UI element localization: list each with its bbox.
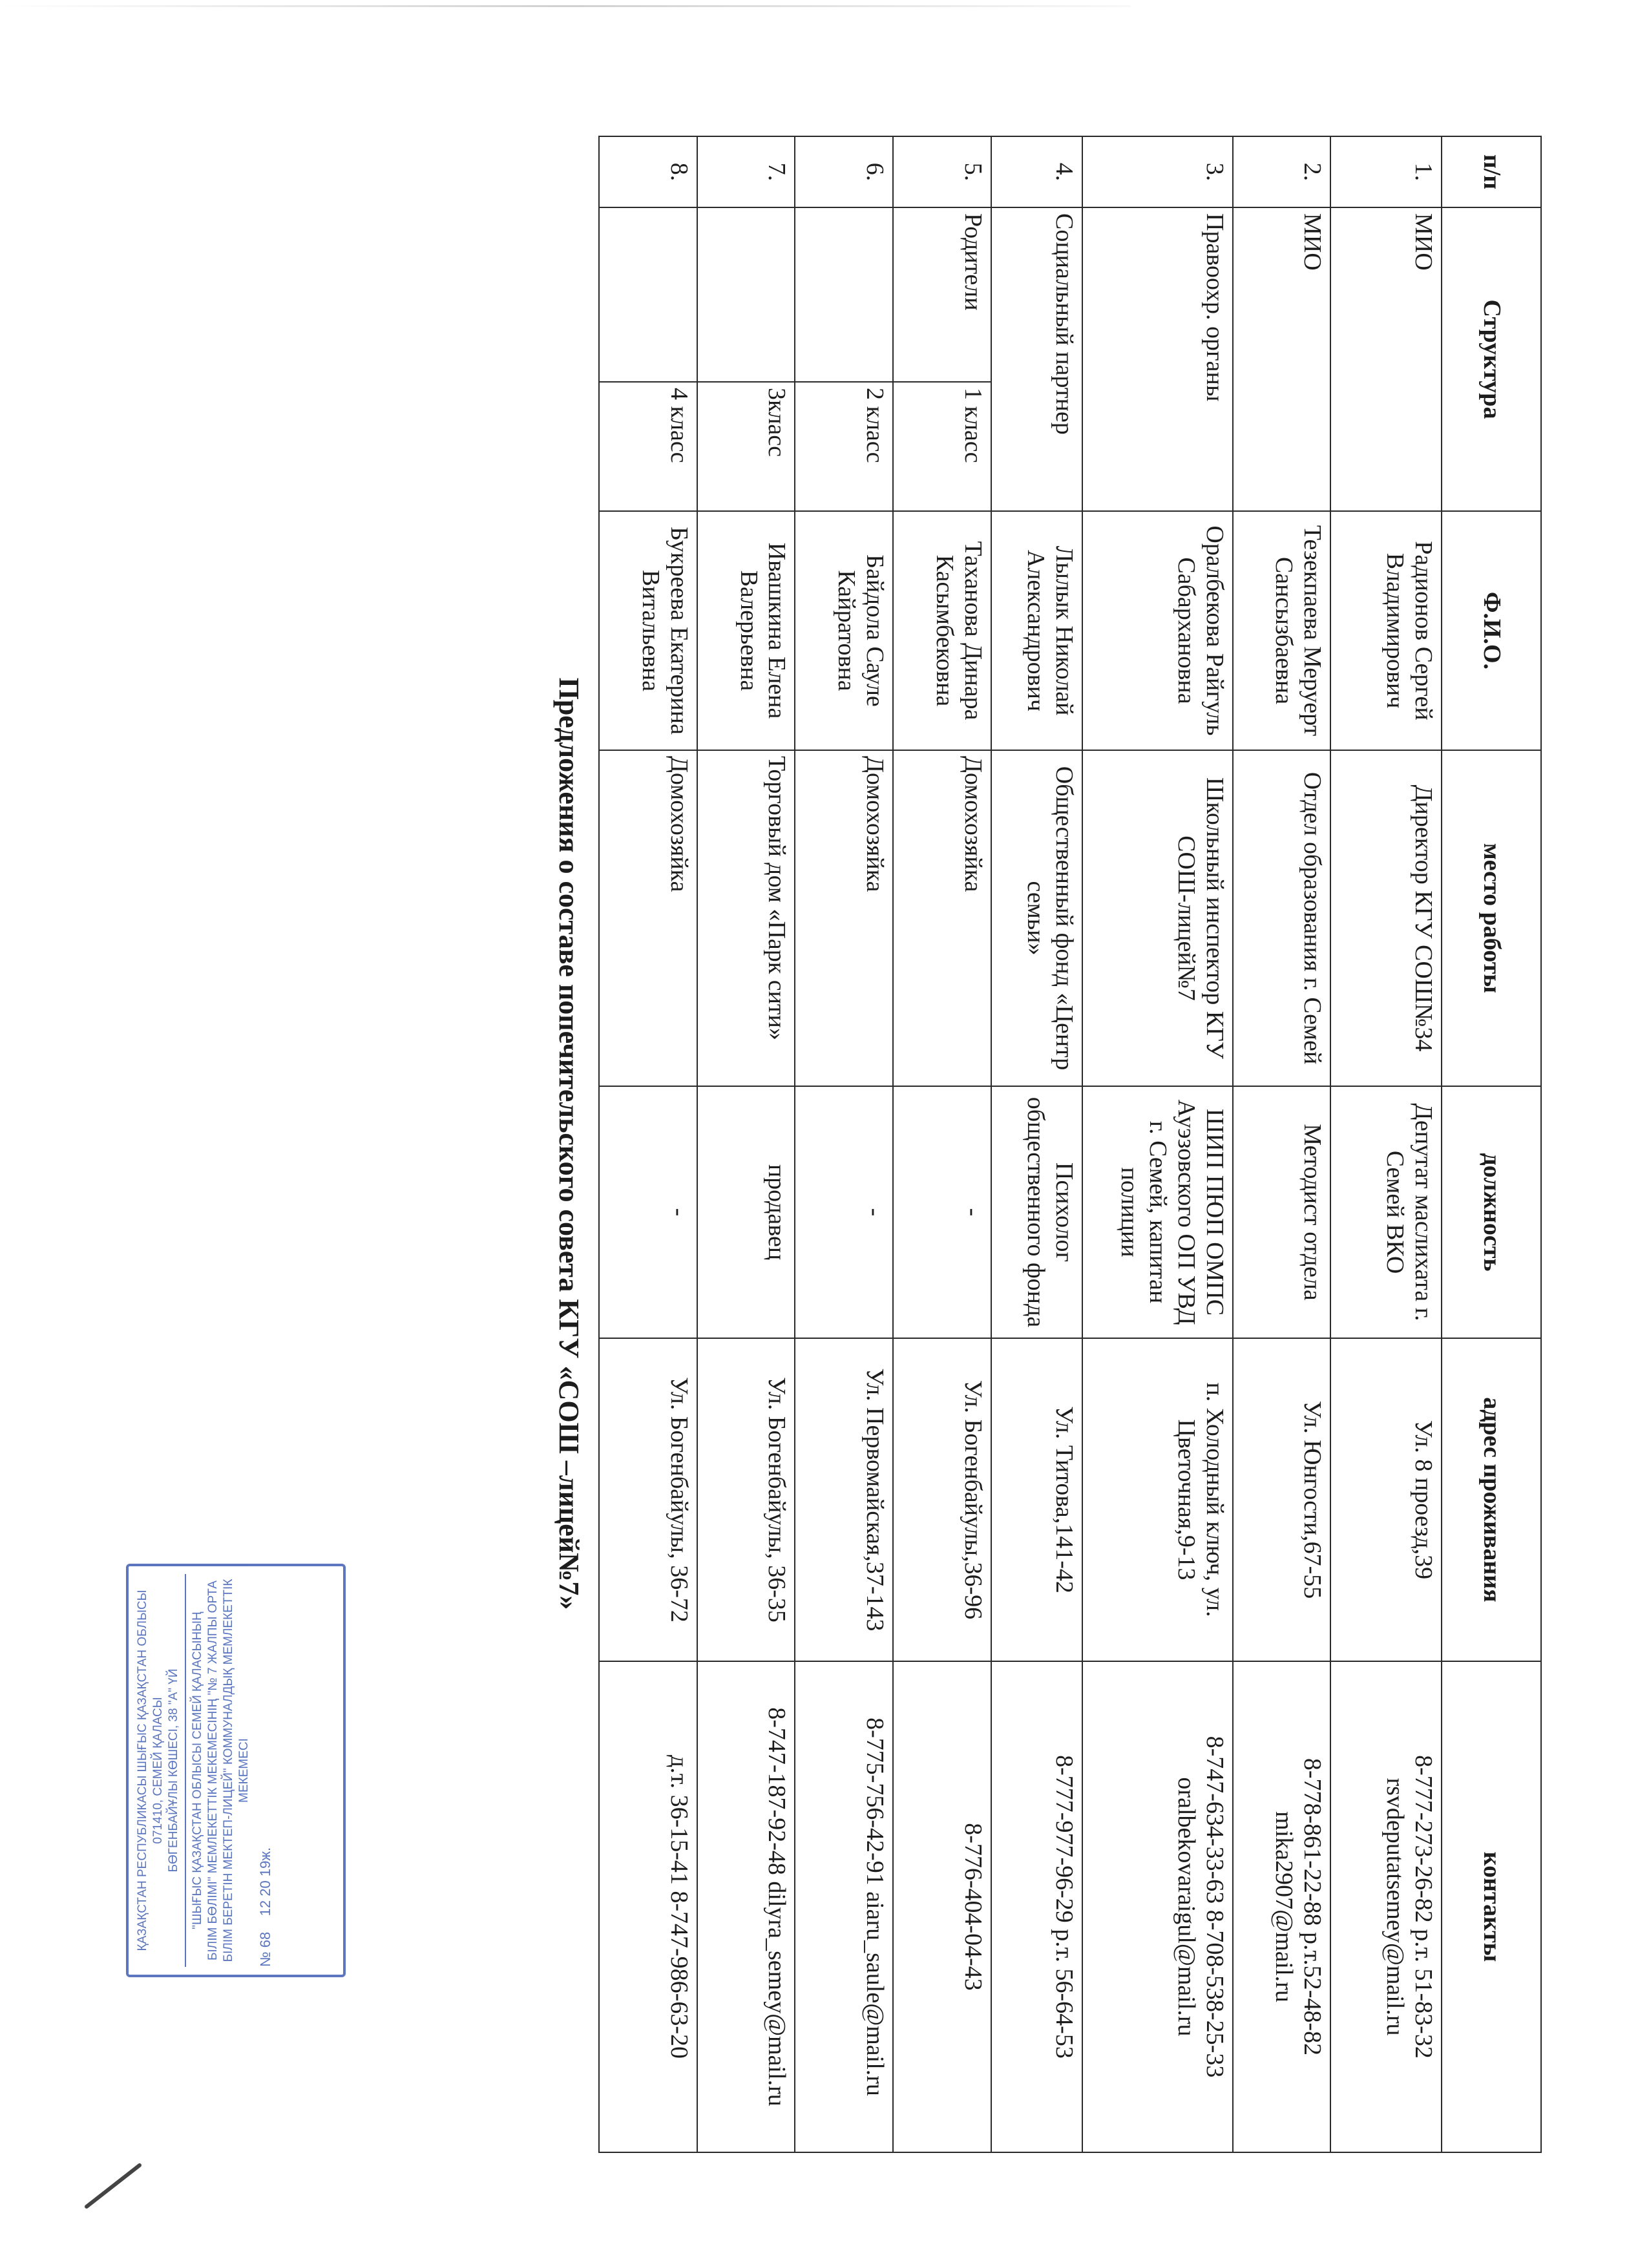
document-title: Предложения о составе попечительского совета КГУ «СОШ –лицей№7» — [553, 677, 585, 1610]
row-class: 4 класс — [599, 382, 697, 511]
pen-mark — [84, 2163, 142, 2209]
row-contacts: 8-777-977-96-29 р.т. 56-64-53 — [991, 1661, 1083, 2152]
stamp-registration — [257, 1574, 275, 1967]
table-row — [795, 136, 893, 2152]
row-work: Домохозяйка — [599, 750, 697, 1086]
header-num: п/п — [1442, 136, 1541, 207]
header-contacts: контакты — [1442, 1661, 1541, 2152]
row-contacts: д.т. 36-15-41 8-747-986-63-20 — [599, 1661, 697, 2152]
row-contacts: 8-747-187-92-48 dilyra_semey@mail.ru — [697, 1661, 795, 2152]
row-work: Школьный инспектор КГУ СОШ-лицей№7 — [1082, 750, 1232, 1086]
official-stamp — [126, 1564, 346, 1977]
row-work: Общественный фонд «Центр семьи» — [991, 750, 1083, 1086]
row-fio: Лылык Николай Александрович — [991, 511, 1083, 750]
row-structure: Родители — [893, 207, 991, 382]
row-contacts: 8-776-404-04-43 — [893, 1661, 991, 2152]
stamp-num-value: 68 — [257, 1931, 274, 1948]
row-address: Ул. Первомайская,37-143 — [795, 1338, 893, 1661]
row-address: п. Холодный ключ, ул. Цветочная,9-13 — [1082, 1338, 1232, 1661]
row-structure — [795, 207, 893, 382]
row-position: - — [795, 1086, 893, 1338]
row-num: 1. — [1330, 136, 1442, 207]
row-address: Ул. Богенбайулы, 36-72 — [599, 1338, 697, 1661]
row-work: Торговый дом «Парк сити» — [697, 750, 795, 1086]
row-num: 4. — [991, 136, 1083, 207]
table-wrapper — [598, 136, 1542, 2152]
row-fio: Ивашкина Елена Валерьевна — [697, 511, 795, 750]
row-fio: Букреева Екатерина Витальевна — [599, 511, 697, 750]
stamp-date: 12 20 19ж. — [257, 1847, 274, 1916]
header-work: место работы — [1442, 750, 1541, 1086]
members-table — [598, 136, 1542, 2153]
document-page — [417, 136, 1542, 2152]
row-address: Ул. 8 проезд,39 — [1330, 1338, 1442, 1661]
header-structure: Структура — [1442, 207, 1541, 511]
table-row — [1330, 136, 1442, 2152]
row-fio: Таханова Динара Касымбековна — [893, 511, 991, 750]
row-class: 2 класс — [795, 382, 893, 511]
row-position: Методист отдела — [1233, 1086, 1331, 1338]
header-address: адрес проживания — [1442, 1338, 1541, 1661]
row-structure: МИО — [1233, 207, 1331, 511]
row-contacts: 8-777-273-26-82 р.т. 51-83-32 rsvdeputatsemey@mail.ru — [1330, 1661, 1442, 2152]
row-fio: Байдола Сауле Кайратовна — [795, 511, 893, 750]
row-structure — [697, 207, 795, 382]
table-row — [991, 136, 1083, 2152]
row-work: Домохозяйка — [893, 750, 991, 1086]
header-position: должность — [1442, 1086, 1541, 1338]
row-position: - — [893, 1086, 991, 1338]
row-work: Домохозяйка — [795, 750, 893, 1086]
stamp-line: 071410, СЕМЕЙ ҚАЛАСЫ — [151, 1697, 165, 1844]
stamp-line: БӨГЕНБАЙҰЛЫ КӨШЕСІ, 38 "А" ҮЙ — [166, 1668, 180, 1873]
row-work: Директор КГУ СОШ№34 — [1330, 750, 1442, 1086]
row-contacts: 8-775-756-42-91 aiaru_saule@mail.ru — [795, 1661, 893, 2152]
stamp-line: ҚАЗАҚСТАН РЕСПУБЛИКАСЫ ШЫҒЫС ҚАЗАҚСТАН ОБЛЫСЫ — [136, 1590, 149, 1951]
row-num: 3. — [1082, 136, 1232, 207]
row-position: Психолог общественного фонда — [991, 1086, 1083, 1338]
row-num: 8. — [599, 136, 697, 207]
header-fio: Ф.И.О. — [1442, 511, 1541, 750]
table-row — [1082, 136, 1232, 2152]
row-num: 5. — [893, 136, 991, 207]
row-num: 6. — [795, 136, 893, 207]
row-fio: Тезекпаева Меруерт Сансызбаевна — [1233, 511, 1331, 750]
stamp-num-label: № — [257, 1951, 274, 1967]
row-class: 3класс — [697, 382, 795, 511]
row-position: продавец — [697, 1086, 795, 1338]
row-fio: Оралбекова Райгуль Сабархановна — [1082, 511, 1232, 750]
row-structure: Социальный партнер — [991, 207, 1083, 511]
table-row — [599, 136, 697, 2152]
row-structure: МИО — [1330, 207, 1442, 511]
row-address: Ул. Богенбайулы,36-96 — [893, 1338, 991, 1661]
row-position: - — [599, 1086, 697, 1338]
scan-artifact-line — [0, 5, 1131, 7]
row-address: Ул. Юнгости,67-55 — [1233, 1338, 1331, 1661]
row-num: 7. — [697, 136, 795, 207]
stamp-line: БІЛІМ БӨЛІМІ" МЕМЛЕКЕТТІК МЕКЕМЕСІНІҢ "№ 7 ЖАЛПЫ ОРТА БІЛІМ БЕРЕТІН МЕКТЕП-ЛИЦЕЙ" КОММУНАЛДЫҚ МЕМЛЕКЕТТІК МЕКЕМЕСІ — [206, 1579, 251, 1962]
row-contacts: 8-778-861-22-88 р.т.52-48-82 mika2907@mail.ru — [1233, 1661, 1331, 2152]
table-row — [1233, 136, 1331, 2152]
table-header-row — [1442, 136, 1541, 2152]
row-position: ШИП ПЮП ОМПС Ауэзовского ОП УВД г. Семей, капитан полиции — [1082, 1086, 1232, 1338]
row-structure — [599, 207, 697, 382]
row-position: Депутат маслихата г. Семей ВКО — [1330, 1086, 1442, 1338]
row-work: Отдел образования г. Семей — [1233, 750, 1331, 1086]
row-fio: Радионов Сергей Владимирович — [1330, 511, 1442, 750]
stamp-divider — [185, 1574, 186, 1967]
row-num: 2. — [1233, 136, 1331, 207]
table-row — [893, 136, 991, 2152]
row-address: Ул. Богенбайулы, 36-35 — [697, 1338, 795, 1661]
stamp-line: "ШЫҒЫС ҚАЗАҚСТАН ОБЛЫСЫ СЕМЕЙ ҚАЛАСЫНЫҢ — [191, 1612, 205, 1929]
table-row — [697, 136, 795, 2152]
row-class: 1 класс — [893, 382, 991, 511]
row-structure: Правоохр. органы — [1082, 207, 1232, 511]
row-address: Ул. Титова,141-42 — [991, 1338, 1083, 1661]
row-contacts: 8-747-634-33-63 8-708-538-25-33 oralbekovaraigul@mail.ru — [1082, 1661, 1232, 2152]
